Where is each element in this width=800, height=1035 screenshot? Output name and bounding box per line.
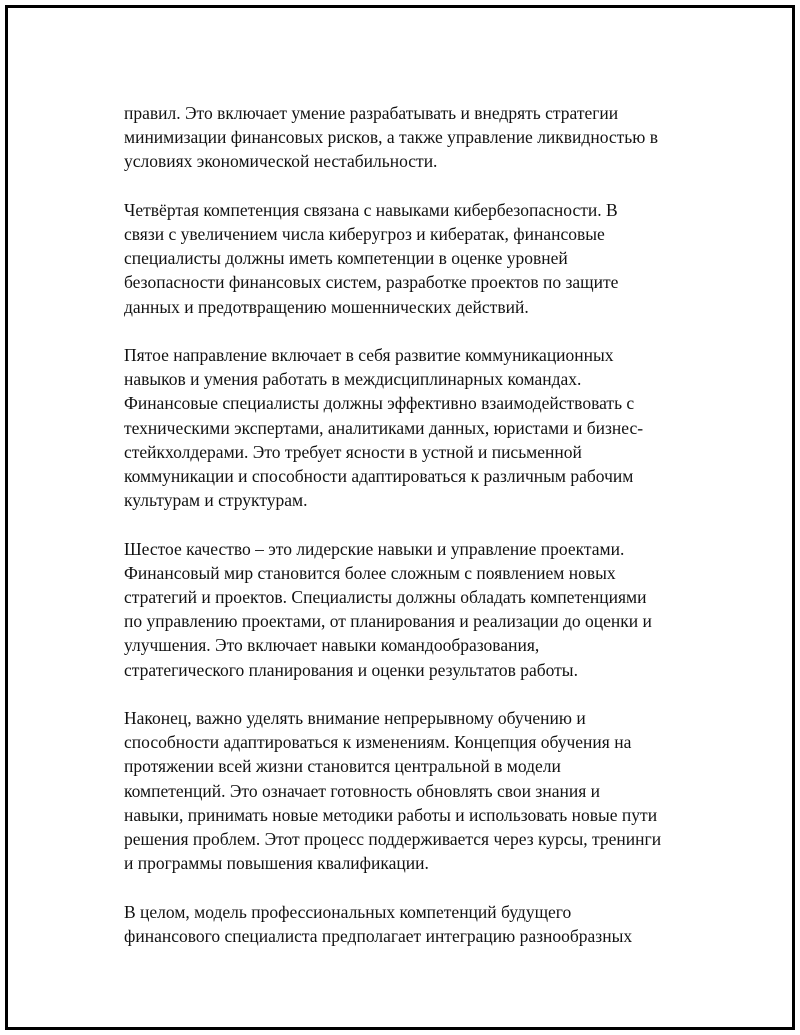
text-line: правил. Это включает умение разрабатывать и внедрять стратегии [124, 103, 619, 123]
text-line: навыков и умения работать в междисциплинарных командах. [124, 369, 582, 390]
page-body [124, 101, 704, 972]
text-line: условиях экономической нестабильности. [124, 151, 438, 172]
text-line: Финансовые специалисты должны эффективно взаимодействовать с [124, 393, 635, 414]
text-line: стейкхолдерами. Это требует ясности в устной и письменной [124, 441, 582, 462]
text-line: и программы повышения квалификации. [124, 853, 429, 874]
text-line: безопасности финансовых систем, разработке проектов по защите [124, 272, 619, 293]
page-frame [5, 5, 795, 1030]
paragraph-6 [124, 900, 704, 948]
paragraph-3 [124, 343, 704, 512]
text-line: Четвёртая компетенция связана с навыками кибербезопасности. В [124, 199, 618, 220]
text-line: решения проблем. Этот процесс поддерживается через курсы, тренинги [124, 829, 662, 850]
text-line: культурам и структурам. [124, 490, 308, 511]
text-line: Финансовый мир становится более сложным с появлением новых [124, 562, 616, 583]
text-line: по управлению проектами, от планирования и реализации до оценки и [124, 611, 652, 632]
paragraph-1 [124, 101, 704, 174]
text-line: В целом, модель профессиональных компетенций будущего [124, 901, 572, 922]
paragraph-5 [124, 706, 704, 875]
text-line: Пятое направление включает в себя развитие коммуникационных [124, 345, 614, 365]
paragraph-2 [124, 198, 704, 319]
text-line: Шестое качество – это лидерские навыки и управление проектами. [124, 538, 625, 559]
text-line: финансового специалиста предполагает интеграцию разнообразных [124, 925, 633, 946]
text-line: стратегий и проектов. Специалисты должны обладать компетенциями [124, 587, 647, 608]
text-line: коммуникации и способности адаптироваться к различным рабочим [124, 466, 634, 487]
text-line: улучшения. Это включает навыки командообразования, [124, 635, 540, 656]
text-line: Наконец, важно уделять внимание непрерывному обучению и [124, 708, 586, 729]
text-line: специалисты должны иметь компетенции в оценке уровней [124, 248, 568, 269]
text-line: протяжении всей жизни становится центральной в модели [124, 756, 561, 777]
text-line: способности адаптироваться к изменениям. Концепция обучения на [124, 732, 632, 753]
text-line: данных и предотвращению мошеннических действий. [124, 296, 529, 317]
text-line: стратегического планирования и оценки результатов работы. [124, 659, 578, 680]
text-line: навыки, принимать новые методики работы и использовать новые пути [124, 804, 658, 825]
text-line: минимизации финансовых рисков, а также управление ликвидностью в [124, 127, 658, 148]
paragraph-4 [124, 537, 704, 682]
text-line: техническими экспертами, аналитиками данных, юристами и бизнес- [124, 417, 644, 438]
text-line: компетенций. Это означает готовность обновлять свои знания и [124, 780, 600, 801]
text-line: связи с увеличением числа киберугроз и кибератак, финансовые [124, 224, 605, 244]
